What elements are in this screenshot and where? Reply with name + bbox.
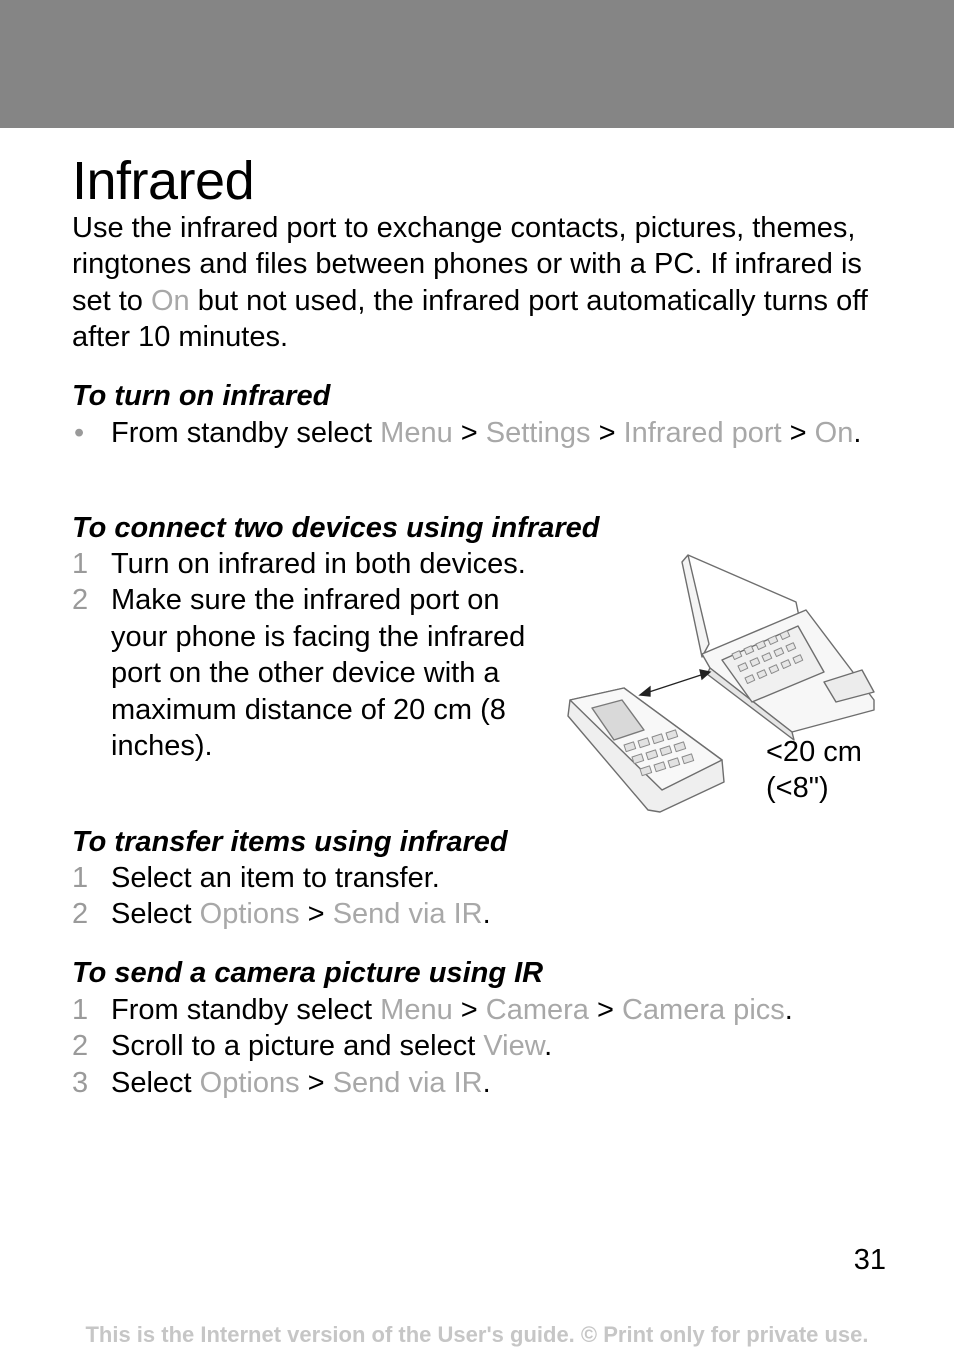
connect-steps-list: [72, 546, 532, 764]
on-setting-label: On: [151, 284, 190, 317]
list-item: [72, 1028, 902, 1064]
distance-inches: (<8"): [766, 772, 829, 804]
intro-text-2: but not used, the infrared port automatically turns off after 10 minutes.: [72, 284, 868, 354]
period: .: [544, 1030, 553, 1063]
infrared-port-label: Infrared port: [623, 417, 782, 449]
laptop-illustration: [682, 555, 874, 740]
step-number: 2: [72, 584, 89, 617]
step-text: From standby select: [111, 994, 381, 1026]
camera-label: Camera: [485, 994, 589, 1026]
step-number: 2: [72, 898, 89, 931]
period: .: [784, 994, 793, 1026]
list-item: [72, 1065, 902, 1101]
step-number: 3: [72, 1066, 89, 1099]
step-text: Scroll to a picture and select: [111, 1030, 484, 1063]
footer-notice: This is the Internet version of the User's guide. © Print only for private use.: [85, 1322, 869, 1347]
list-item: [72, 415, 902, 451]
list-item: [72, 582, 532, 764]
list-item: [72, 860, 902, 896]
turn-on-list: [72, 415, 902, 451]
page-title: Infrared: [72, 151, 255, 211]
step-number: 1: [72, 548, 89, 580]
heading-transfer-items: To transfer items using infrared: [72, 826, 508, 858]
separator: >: [452, 417, 486, 449]
step-text: Turn on infrared in both devices.: [111, 548, 526, 580]
send-via-ir-label: Send via IR: [332, 1066, 483, 1099]
menu-label: Menu: [380, 994, 453, 1026]
step-text: Make sure the infrared port on your phone is facing the infrared port on the other device with a maximum distance of 20 cm (8 inches).: [111, 584, 526, 763]
period: .: [482, 1066, 491, 1099]
transfer-steps-list: [72, 860, 902, 933]
step-number: 2: [72, 1030, 89, 1063]
send-via-ir-label: Send via IR: [332, 898, 483, 931]
list-item: [72, 546, 532, 582]
distance-label: [766, 734, 862, 806]
step-number: 1: [72, 862, 89, 894]
camera-steps-list: [72, 992, 902, 1101]
step-text: Select: [111, 898, 200, 931]
separator: >: [588, 994, 622, 1026]
step-text: From standby select: [111, 417, 381, 449]
settings-label: Settings: [485, 417, 591, 449]
camera-pics-label: Camera pics: [621, 994, 785, 1026]
phone-illustration: [568, 688, 724, 812]
list-item: [72, 896, 902, 932]
header-band: [0, 0, 954, 128]
distance-cm: <20 cm: [766, 736, 862, 768]
options-label: Options: [199, 898, 300, 931]
step-text: Select an item to transfer.: [111, 862, 440, 894]
page-number: 31: [853, 1244, 886, 1276]
separator: >: [299, 1066, 333, 1099]
separator: >: [781, 417, 815, 449]
intro-paragraph: [72, 210, 902, 356]
heading-turn-on-infrared: To turn on infrared: [72, 380, 331, 412]
separator: >: [452, 994, 486, 1026]
heading-connect-devices: To connect two devices using infrared: [72, 512, 600, 544]
period: .: [853, 417, 862, 449]
intro-text-1: Use the infrared port to exchange contacts, pictures, themes, ringtones and files between phones or with a PC. If infrared is set to: [72, 212, 862, 317]
step-text: Select: [111, 1066, 200, 1099]
list-item: [72, 992, 902, 1028]
on-label: On: [814, 417, 854, 449]
distance-arrow-icon: [640, 670, 710, 696]
menu-label: Menu: [380, 417, 453, 449]
step-number: 1: [72, 994, 89, 1026]
options-label: Options: [199, 1066, 300, 1099]
separator: >: [299, 898, 333, 931]
bullet-icon: •: [74, 417, 85, 449]
view-label: View: [483, 1030, 545, 1063]
heading-send-camera-picture: To send a camera picture using IR: [72, 957, 544, 989]
separator: >: [590, 417, 624, 449]
period: .: [482, 898, 491, 931]
